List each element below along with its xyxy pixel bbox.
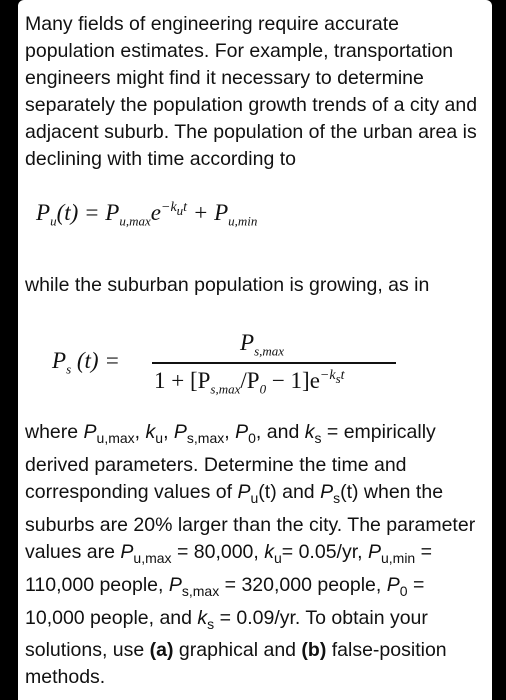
fraction-denominator: $1 + [P_{s,max}/P_0 - 1]e^{-k_st}$: [154, 368, 345, 397]
equation-lhs: $P_s$ (t) =: [52, 348, 120, 377]
intro-paragraph: Many fields of engineering require accurate population estimates. For example, transportation engineers might find it necessary to determine separately the population growth trends of a city and adjacent suburb. The population of the urban area is declining with time according to: [25, 13, 478, 170]
fraction-bar: [152, 362, 396, 364]
closing-paragraph: where $P_{u,max}$, $k_u$, $P_{s,max}$, $P_0$, and $k_s$ = empirically derived parameters. Determine the time and corresponding values of $P_u(t)$ and $P_s(t)$ when the suburbs are 20% larger than the city. The parameter values are $P_{u,max} = 80,000$, $k_u= 0.05/yr$, $P_{u,min} = 110,000$ people, $P_{s,max} = 320,000$ people, $P_0 = 10,000$ people, and $k_s = 0.09/yr$. To obtain your solutions, use (a) graphical and (b) false-position methods.: [25, 421, 476, 689]
middle-paragraph: while the suburban population is growing, as in: [25, 274, 430, 296]
fraction-numerator: $P_{s,max}$: [240, 330, 285, 359]
urban-population-equation: $P_u(t) = P_{u,max}e^{-k_ut} + P_{u,min}$: [36, 200, 258, 229]
suburban-population-equation: [52, 330, 472, 402]
problem-card: [18, 0, 492, 700]
